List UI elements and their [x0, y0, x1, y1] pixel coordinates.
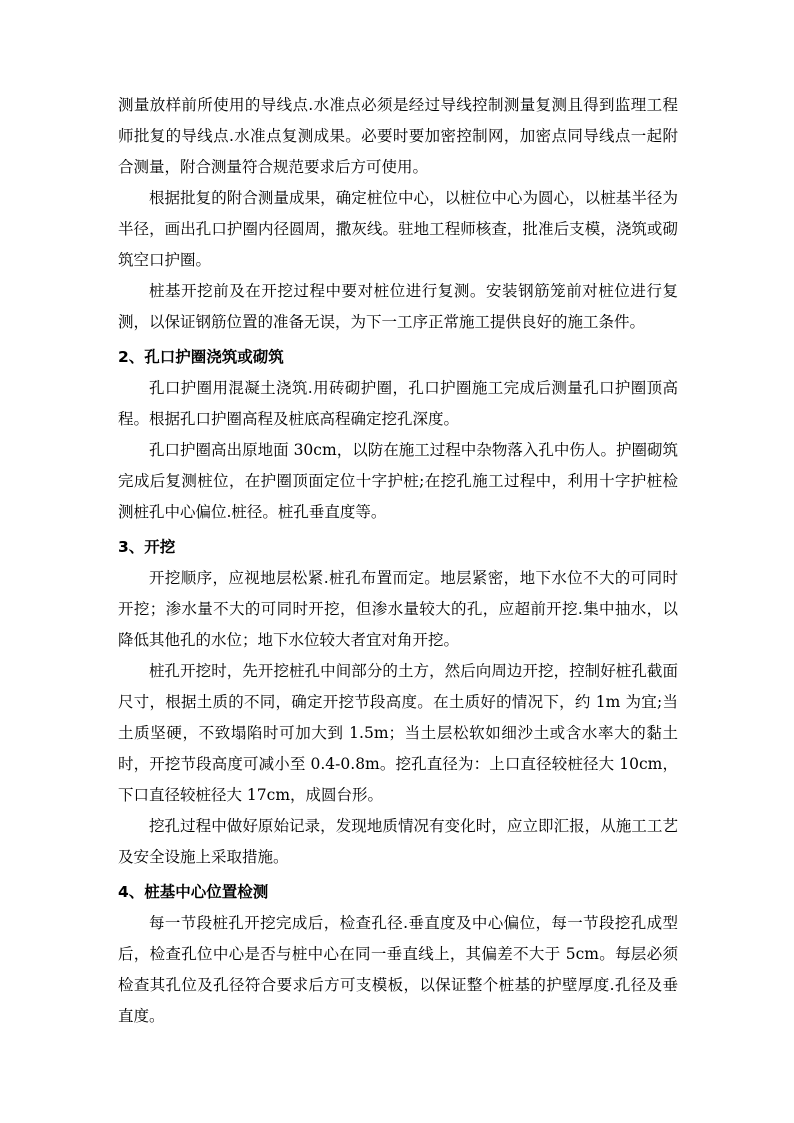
section-paragraph: 桩孔开挖时，先开挖桩孔中间部分的土方，然后向周边开挖，控制好桩孔截面尺寸，根据土质的不同，确定开挖节段高度。在土质好的情况下，约 1m 为宜;当土质坚硬，不致塌陷时可加大到 1.5m；当土层松软如细沙土或含水率大的黏土时，开挖节段高度可减小至 0.4-0.8m。挖孔直径为：上口直径较桩径大 10cm，下口直径较桩径大 17cm，成圆台形。 — [118, 662, 678, 804]
intro-paragraph-2: 根据批复的附合测量成果，确定桩位中心，以桩位中心为圆心，以桩基半径为半径，画出孔口护圈内径圆周，撒灰线。驻地工程师核查，批准后支模，浇筑或砌筑空口护圈。 — [118, 189, 678, 269]
section-heading: 4、桩基中心位置检测 — [118, 883, 269, 901]
section-3 — [118, 532, 678, 873]
section-paragraph: 孔口护圈高出原地面 30cm，以防在施工过程中杂物落入孔中伤人。护圈砌筑完成后复测桩位，在护圈顶面定位十字护桩;在挖孔施工过程中，利用十字护桩检测桩孔中心偏位.桩径。桩孔垂直度等。 — [118, 441, 678, 521]
section-heading: 2、孔口护圈浇筑或砌筑 — [118, 348, 284, 366]
section-heading: 3、开挖 — [118, 538, 176, 556]
section-paragraph: 每一节段桩孔开挖完成后，检查孔径.垂直度及中心偏位，每一节段挖孔成型后，检查孔位中心是否与桩中心在同一垂直线上，其偏差不大于 5cm。每层必须检查其孔位及孔径符合要求后方可支模板，以保证整个桩基的护壁厚度.孔径及垂直度。 — [118, 914, 678, 1025]
section-paragraph: 挖孔过程中做好原始记录，发现地质情况有变化时，应立即汇报，从施工工艺及安全设施上采取措施。 — [118, 817, 678, 866]
document-page — [118, 90, 678, 1032]
section-paragraph: 开挖顺序，应视地层松紧.桩孔布置而定。地层紧密，地下水位不大的可同时开挖；渗水量不大的可同时开挖，但渗水量较大的孔，应超前开挖.集中抽水，以降低其他孔的水位；地下水位较大者宜对角开挖。 — [118, 569, 678, 649]
section-paragraph: 孔口护圈用混凝土浇筑.用砖砌护圈，孔口护圈施工完成后测量孔口护圈顶高程。根据孔口护圈高程及桩底高程确定挖孔深度。 — [118, 379, 678, 428]
section-4 — [118, 877, 678, 1032]
intro-paragraph-3: 桩基开挖前及在开挖过程中要对桩位进行复测。安装钢筋笼前对桩位进行复测，以保证钢筋位置的准备无误，为下一工序正常施工提供良好的施工条件。 — [118, 282, 678, 331]
section-2 — [118, 342, 678, 528]
intro-paragraph-1: 测量放样前所使用的导线点.水准点必须是经过导线控制测量复测且得到监理工程师批复的导线点.水准点复测成果。必要时要加密控制网，加密点同导线点一起附合测量，附合测量符合规范要求后方可使用。 — [118, 96, 678, 176]
